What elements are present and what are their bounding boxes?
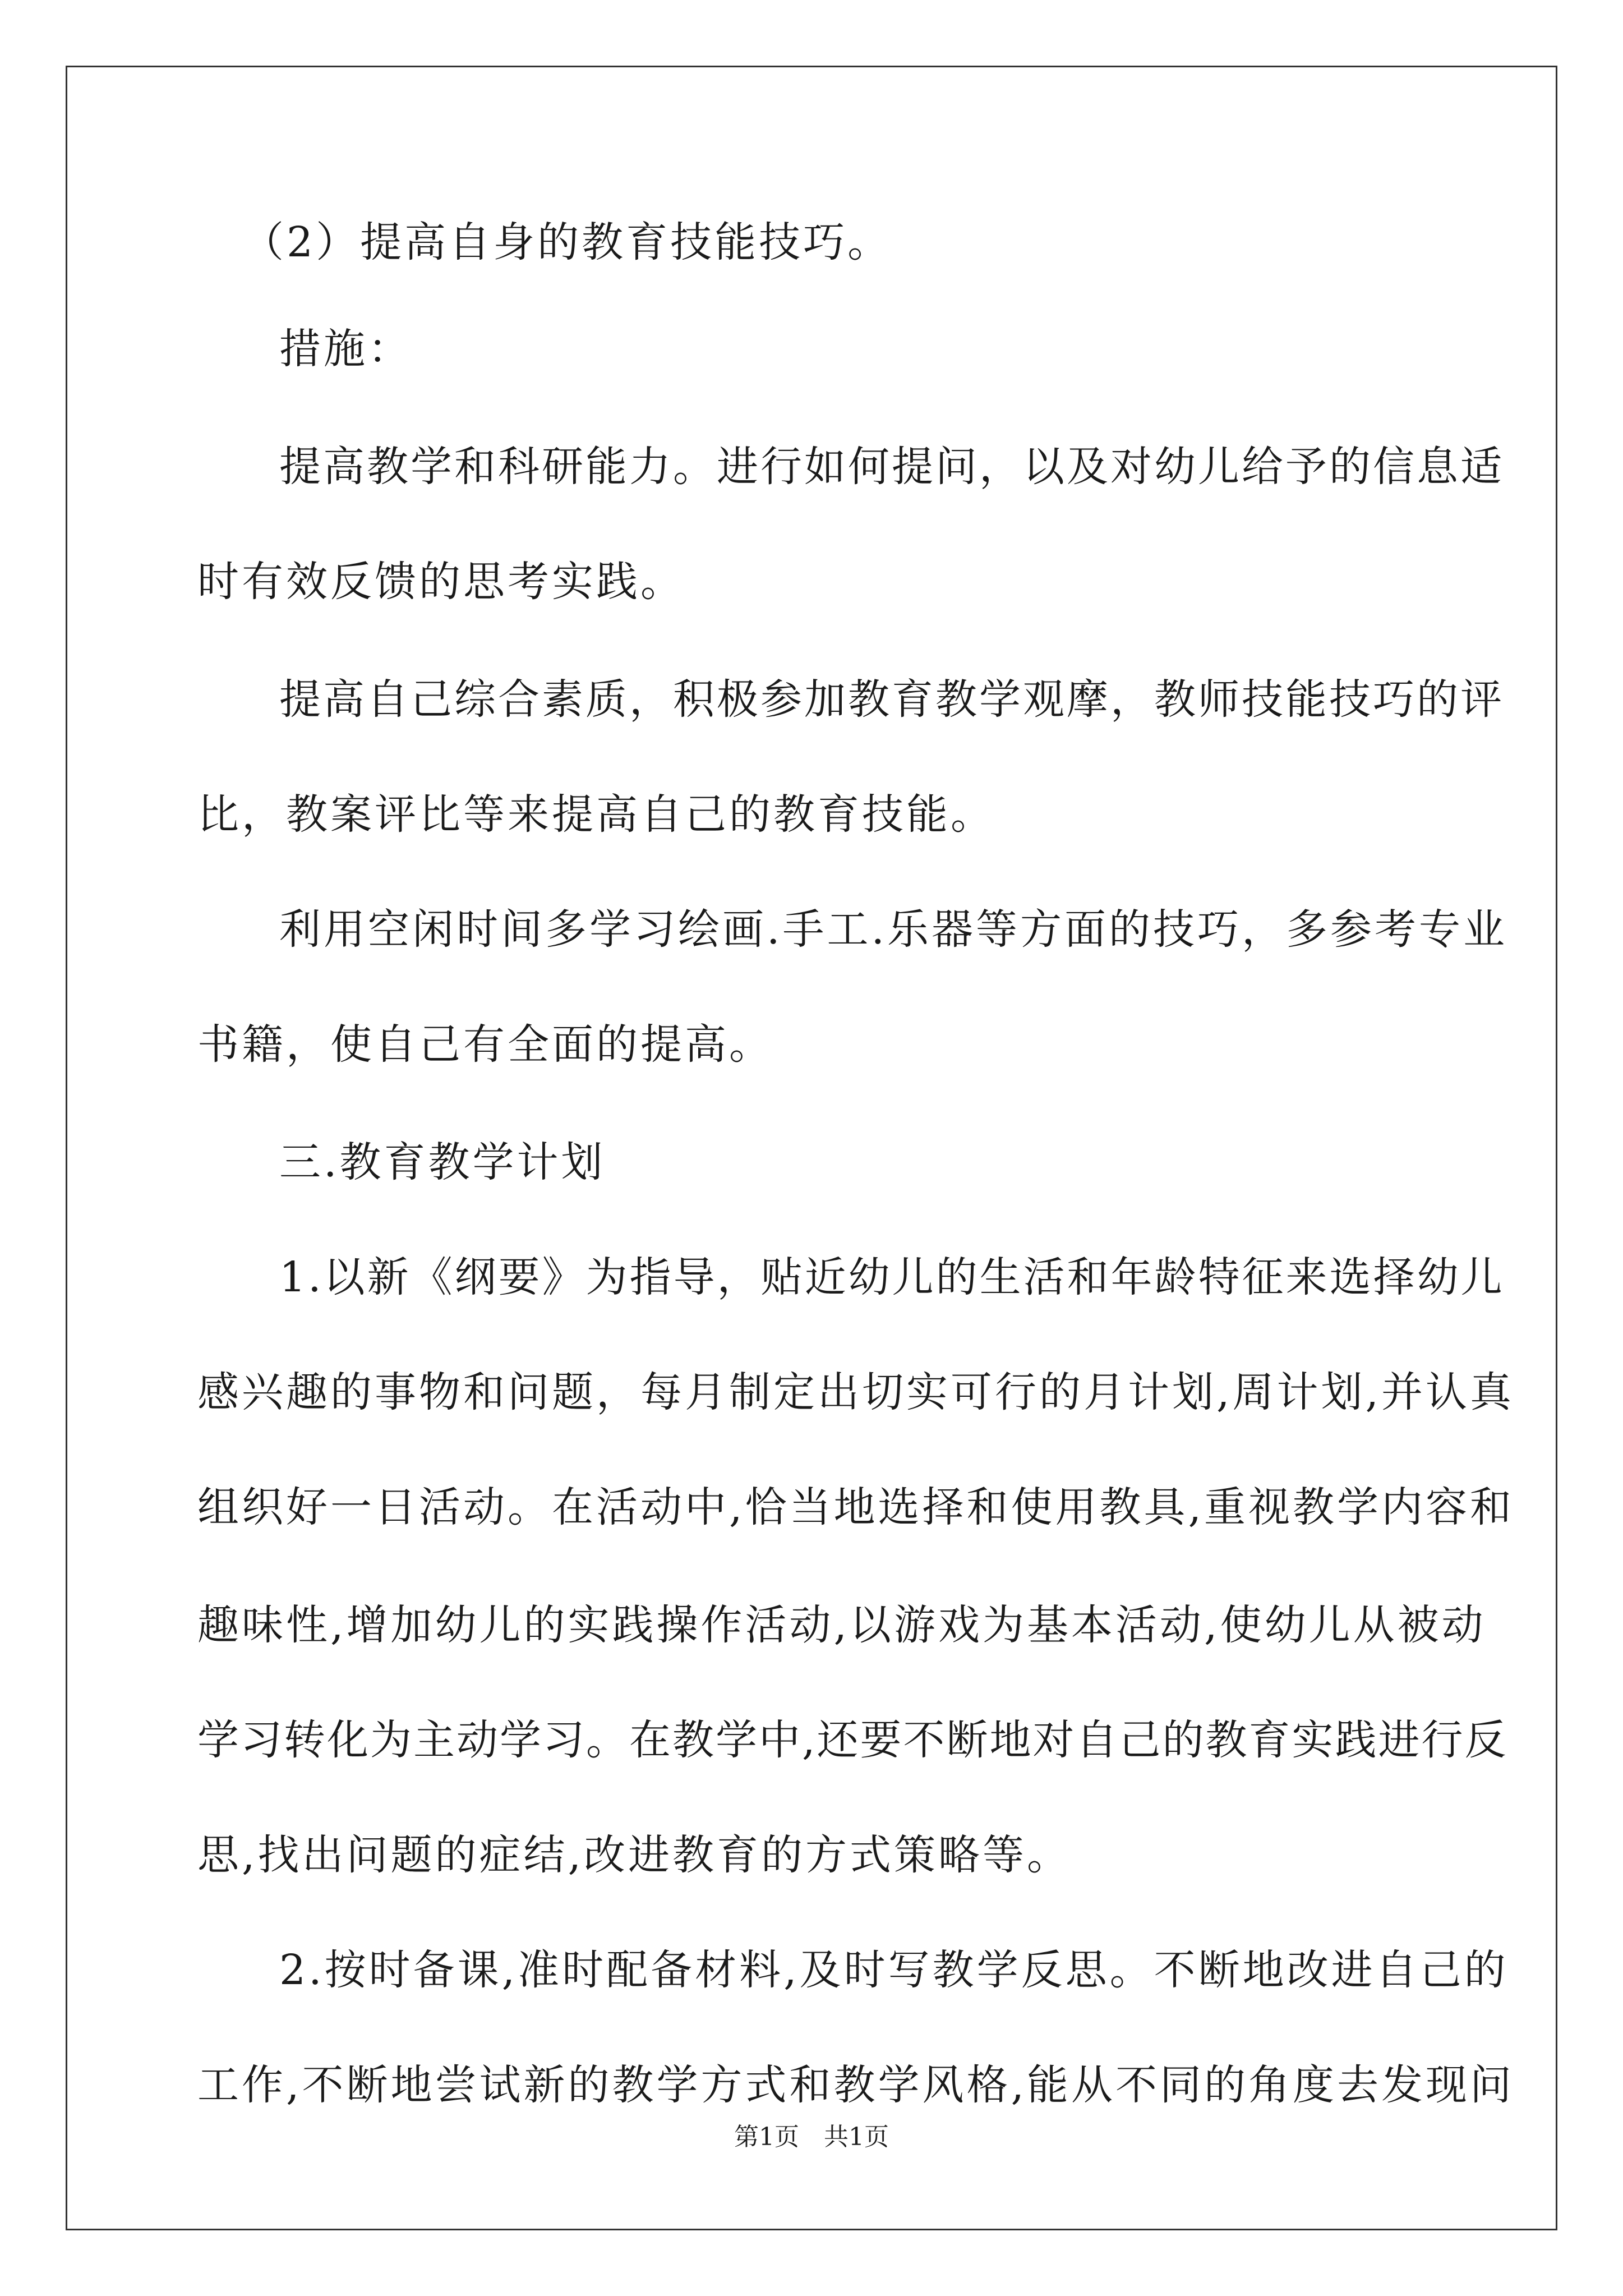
text-line-15: 思,找出问题的症结,改进教育的方式策略等。 (197, 1831, 1072, 1879)
text-line-1: （2）提高自身的教育技能技巧。 (242, 218, 892, 266)
text-line-9: 三.教育教学计划 (279, 1138, 606, 1186)
text-line-13: 趣味性,增加幼儿的实践操作活动,以游戏为基本活动,使幼儿从被动 (197, 1601, 1486, 1649)
text-line-8: 书籍，使自己有全面的提高。 (197, 1020, 773, 1069)
text-line-11: 感兴趣的事物和问题，每月制定出切实可行的月计划,周计划,并认真 (197, 1368, 1515, 1416)
page-footer: 第1页 共1页 (734, 2123, 889, 2151)
text-line-4: 时有效反馈的思考实践。 (197, 558, 685, 606)
text-line-6: 比，教案评比等来提高自己的教育技能。 (197, 790, 995, 839)
text-line-3: 提高教学和科研能力。进行如何提问，以及对幼儿给予的信息适 (279, 443, 1504, 491)
text-line-10: 1.以新《纲要》为指导，贴近幼儿的生活和年龄特征来选择幼儿 (279, 1253, 1505, 1301)
text-line-17: 工作,不断地尝试新的教学方式和教学风格,能从不同的角度去发现问 (197, 2061, 1515, 2109)
text-line-16: 2.按时备课,准时配备材料,及时写教学反思。不断地改进自己的 (279, 1946, 1509, 1994)
text-line-14: 学习转化为主动学习。在教学中,还要不断地对自己的教育实践进行反 (197, 1716, 1508, 1764)
text-line-7: 利用空闲时间多学习绘画.手工.乐器等方面的技巧，多参考专业 (279, 905, 1508, 954)
text-line-5: 提高自己综合素质，积极参加教育教学观摩，教师技能技巧的评 (279, 675, 1504, 724)
text-line-12: 组织好一日活动。在活动中,恰当地选择和使用教具,重视教学内容和 (197, 1483, 1515, 1531)
text-line-2: 措施： (279, 325, 412, 373)
